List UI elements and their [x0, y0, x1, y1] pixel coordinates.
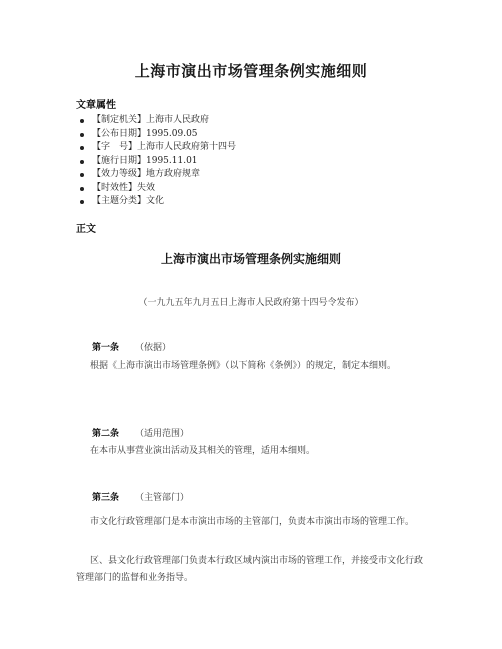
article-paragraph: 市文化行政管理部门是本市演出市场的主管部门，负责本市演出市场的管理工作。	[90, 517, 415, 527]
article-paragraph: 区、县文化行政管理部门负责本行政区域内演出市场的管理工作，并接受市文化行政管理部门的监督和业务指导。	[76, 556, 424, 583]
attribute-effective-date: 【施行日期】1995.11.01	[92, 155, 236, 169]
article-heading	[92, 490, 189, 503]
article-subtitle: （适用范围）	[135, 429, 190, 439]
page-title: 上海市演出市场管理条例实施细则	[134, 62, 368, 80]
article-paragraph: 在本市从事营业演出活动及其相关的管理，适用本细则。	[90, 446, 316, 456]
attribute-publish-date: 【公布日期】1995.09.05	[92, 128, 236, 142]
document-title: 上海市演出市场管理条例实施细则	[160, 252, 341, 266]
article-subtitle: （主管部门）	[135, 493, 190, 503]
article-subtitle: （依据）	[135, 343, 172, 353]
body-heading: 正文	[76, 224, 96, 235]
article-paragraph: 根据《上海市演出市场管理条例》（以下简称《条例》）的规定，制定本细则。	[90, 361, 397, 371]
attribute-document-number: 【字 号】上海市人民政府第十四号	[92, 141, 236, 155]
attribute-legal-level: 【效力等级】地方政府规章	[92, 168, 236, 182]
attributes-list	[92, 114, 236, 209]
attribute-validity: 【时效性】失效	[92, 182, 236, 196]
attributes-heading: 文章属性	[76, 100, 116, 111]
article-number: 第二条	[92, 429, 120, 439]
article-number: 第一条	[92, 343, 120, 353]
promulgation-note: （一九九五年九月五日上海市人民政府第十四号令发布）	[138, 298, 364, 308]
article-heading	[92, 340, 171, 353]
article-heading	[92, 426, 189, 439]
attribute-issuing-authority: 【制定机关】上海市人民政府	[92, 114, 236, 128]
attribute-category: 【主题分类】文化	[92, 195, 236, 209]
article-number: 第三条	[92, 493, 120, 503]
